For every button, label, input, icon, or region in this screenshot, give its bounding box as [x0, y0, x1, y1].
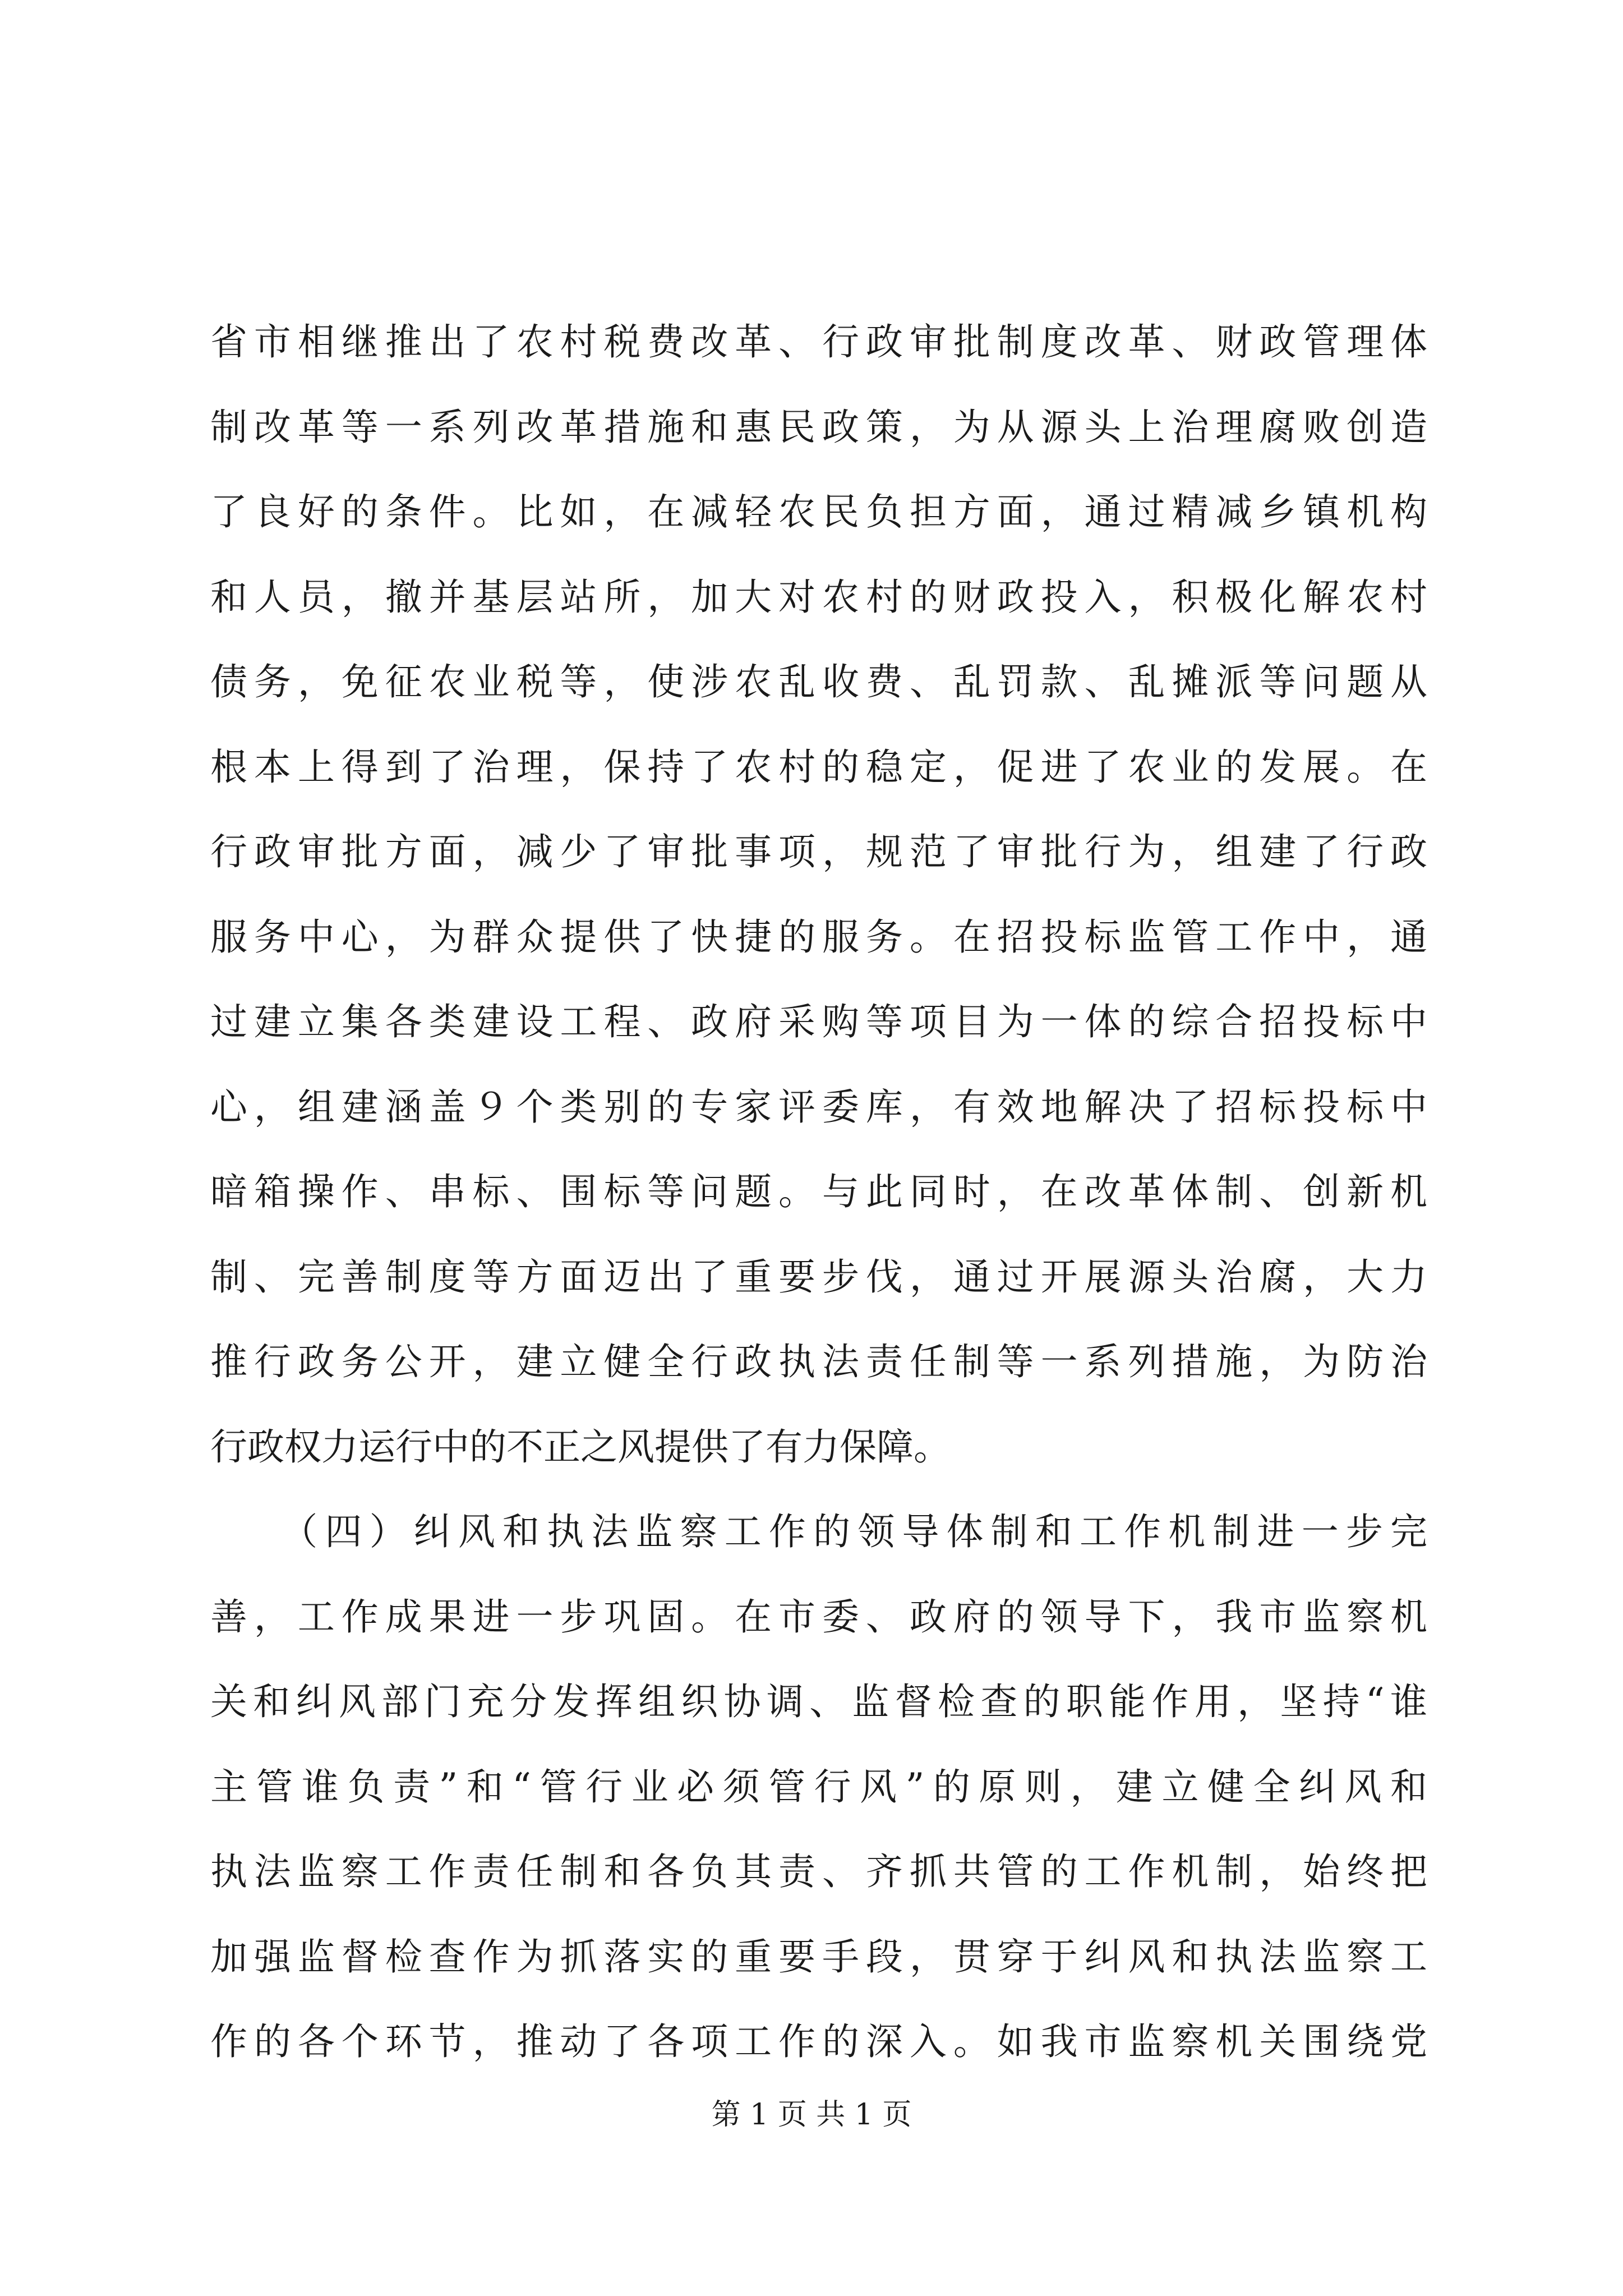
text-line: 过建立集各类建设工程、政府采购等项目为一体的综合招投标中 [210, 1000, 1427, 1043]
text-line: 心，组建涵盖９个类别的专家评委库，有效地解决了招标投标中 [210, 1085, 1427, 1129]
text-line: 主管谁负责”和“管行业必须管行风”的原则，建立健全纠风和 [210, 1765, 1427, 1809]
document-body [210, 300, 1427, 2085]
text-line: 作的各个环节，推动了各项工作的深入。如我市监察机关围绕党 [210, 2020, 1427, 2063]
text-line-paragraph-start: （四）纠风和执法监察工作的领导体制和工作机制进一步完 [210, 1510, 1427, 1553]
text-line: 和人员，撤并基层站所，加大对农村的财政投入，积极化解农村 [210, 575, 1427, 619]
text-line: 执法监察工作责任制和各负其责、齐抓共管的工作机制，始终把 [210, 1850, 1427, 1893]
text-line: 推行政务公开，建立健全行政执法责任制等一系列措施，为防治 [210, 1340, 1427, 1383]
text-line: 善，工作成果进一步巩固。在市委、政府的领导下，我市监察机 [210, 1595, 1427, 1639]
text-line: 债务，免征农业税等，使涉农乱收费、乱罚款、乱摊派等问题从 [210, 660, 1427, 703]
text-line: 关和纠风部门充分发挥组织协调、监督检查的职能作用，坚持“谁 [210, 1680, 1427, 1723]
text-line: 制改革等一系列改革措施和惠民政策，为从源头上治理腐败创造 [210, 405, 1427, 449]
text-line: 行政审批方面，减少了审批事项，规范了审批行为，组建了行政 [210, 830, 1427, 873]
text-line: 制、完善制度等方面迈出了重要步伐，通过开展源头治腐，大力 [210, 1255, 1427, 1299]
text-line: 服务中心，为群众提供了快捷的服务。在招投标监管工作中，通 [210, 915, 1427, 959]
text-line-paragraph-end: 行政权力运行中的不正之风提供了有力保障。 [210, 1425, 951, 1469]
page-number-label: 第 1 页 共 1 页 [711, 2098, 912, 2132]
text-line: 省市相继推出了农村税费改革、行政审批制度改革、财政管理体 [210, 320, 1427, 364]
text-line: 根本上得到了治理，保持了农村的稳定，促进了农业的发展。在 [210, 745, 1427, 789]
text-line: 了良好的条件。比如，在减轻农民负担方面，通过精减乡镇机构 [210, 490, 1427, 533]
text-line: 暗箱操作、串标、围标等问题。与此同时，在改革体制、创新机 [210, 1170, 1427, 1213]
text-line: 加强监督检查作为抓落实的重要手段，贯穿于纠风和执法监察工 [210, 1935, 1427, 1978]
page-footer [0, 2098, 1623, 2132]
